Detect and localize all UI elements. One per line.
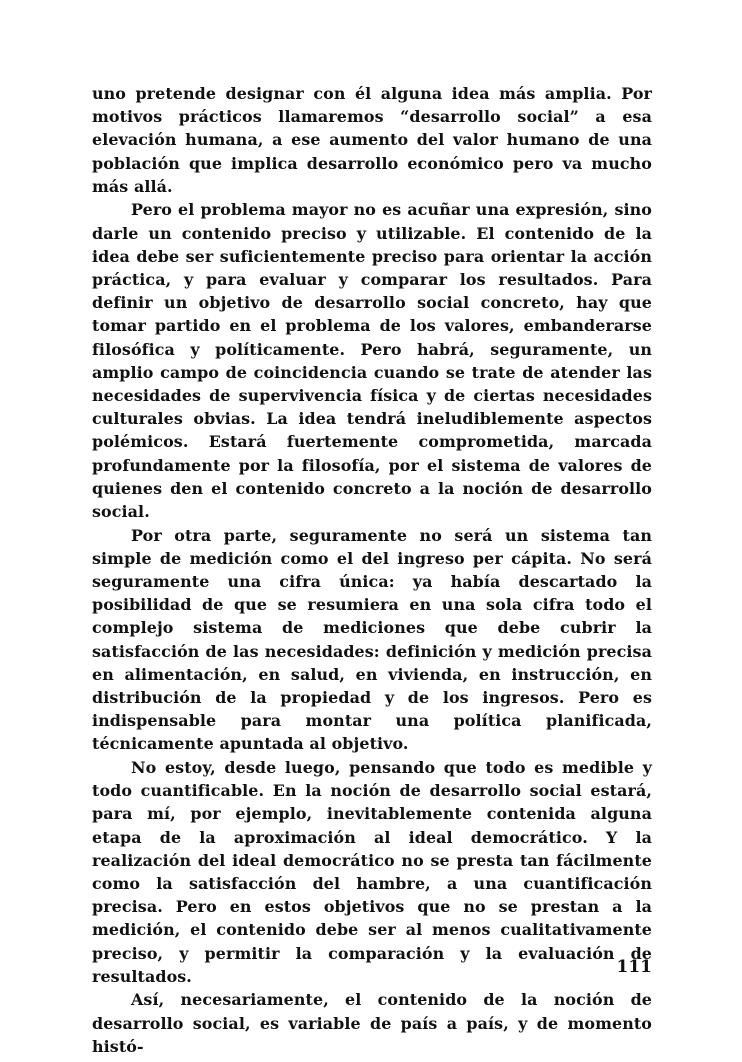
page-number: 111 xyxy=(616,957,652,977)
paragraph: Pero el problema mayor no es acuñar una expresión, sino darle un contenido preciso y utilizable. El contenido de la idea debe ser suficientemente preciso para orientar la acción práctica, y para evaluar y comparar los resultados. Para definir un objetivo de desarrollo social concreto, hay que tomar partido en el problema de los valores, embanderarse filosófica y políticamente. Pero habrá, seguramente, un amplio campo de coincidencia cuando se trate de atender las necesidades de supervivencia física y de ciertas necesidades culturales obvias. La idea tendrá ineludiblemente aspectos polémicos. Estará fuertemente comprometida, marcada profundamente por la filosofía, por el sistema de valores de quienes den el contenido concreto a la noción de desarrollo social. xyxy=(92,200,652,522)
paragraph-continued: uno pretende designar con él alguna idea más amplia. Por motivos prácticos llamaremos “desarrollo social” a esa elevación humana, a ese aumento del valor humano de una población que implica desarrollo económico pero va mucho más allá. xyxy=(92,84,652,196)
text-block xyxy=(92,82,652,1058)
paragraph: Así, necesariamente, el contenido de la noción de desarrollo social, es variable de país a país, y de momento histó- xyxy=(92,990,652,1056)
paragraph: No estoy, desde luego, pensando que todo es medible y todo cuantificable. En la noción de desarrollo social estará, para mí, por ejemplo, inevitablemente contenida alguna etapa de la aproximación al ideal democrático. Y la realización del ideal democrático no se presta tan fácilmente como la satisfacción del hambre, a una cuantificación precisa. Pero en estos objetivos que no se prestan a la medición, el contenido debe ser al menos cualitativamente preciso, y permitir la comparación y la evaluación de resultados. xyxy=(92,758,652,986)
page-body xyxy=(92,82,652,1056)
paragraph: Por otra parte, seguramente no será un sistema tan simple de medición como el del ingreso per cápita. No será seguramente una cifra única: ya había descartado la posibilidad de que se resumiera en una sola cifra todo el complejo sistema de mediciones que debe cubrir la satisfacción de las necesidades: definición y medición precisa en alimentación, en salud, en vivienda, en instrucción, en distribución de la propiedad y de los ingresos. Pero es indispensable para montar una política planificada, técnicamente apuntada al objetivo. xyxy=(92,525,652,754)
